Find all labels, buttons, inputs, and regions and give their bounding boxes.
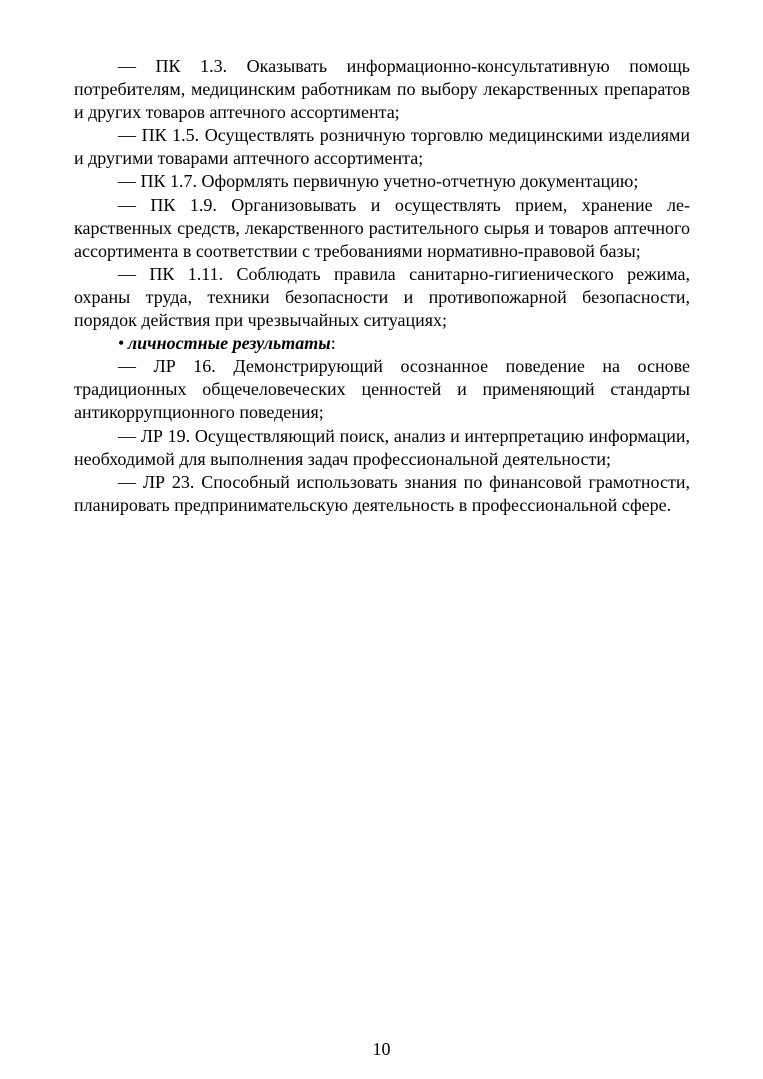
- paragraph-pk-1-11: — ПК 1.11. Соблюдать правила санитарно-гигиенического режима, охраны труда, техники безопасности и противопожарной безопасности, порядок действия при чрезвычайных ситуациях;: [74, 263, 690, 331]
- paragraph-pk-1-9: — ПК 1.9. Организовывать и осуществлять прием, хранение лекарственных средств, лекарственного растительного сырья и товаров аптечного ассортимента в соответствии с требованиями нормативно-правовой базы;: [74, 194, 690, 261]
- bullet-marker: •: [118, 333, 125, 354]
- paragraph-pk-1-3: — ПК 1.3. Оказывать информационно-консультативную помощь потребителям, медицинским работникам по выбору лекарственных препаратов и других товаров аптечного ассортимента;: [74, 56, 690, 123]
- paragraph-lr-23: — ЛР 23. Способный использовать знания по финансовой грамотности, планировать предпринимательскую деятельность в профессиональной сфере.: [74, 471, 690, 515]
- paragraph-lr-19: — ЛР 19. Осуществляющий поиск, анализ и интерпретацию информации, необходимой для выполнения задач профессиональной деятельности;: [74, 425, 690, 469]
- document-page: [74, 55, 690, 517]
- bullet-suffix: :: [330, 333, 336, 354]
- paragraph-pk-1-5: — ПК 1.5. Осуществлять розничную торговлю медицинскими изделиями и другими товарами аптечного ассортимента;: [74, 125, 690, 169]
- paragraph-pk-1-7: — ПК 1.7. Оформлять первичную учетно-отчетную документацию;: [118, 171, 639, 192]
- bullet-label: личностные результаты: [127, 333, 331, 354]
- bullet-heading: [74, 332, 690, 355]
- paragraph-lr-16: — ЛР 16. Демонстрирующий осознанное поведение на основе традиционных общечеловеческих ценностей и применяющий стандарты антикоррупционного поведения;: [74, 356, 690, 423]
- page-number: 10: [372, 1039, 391, 1059]
